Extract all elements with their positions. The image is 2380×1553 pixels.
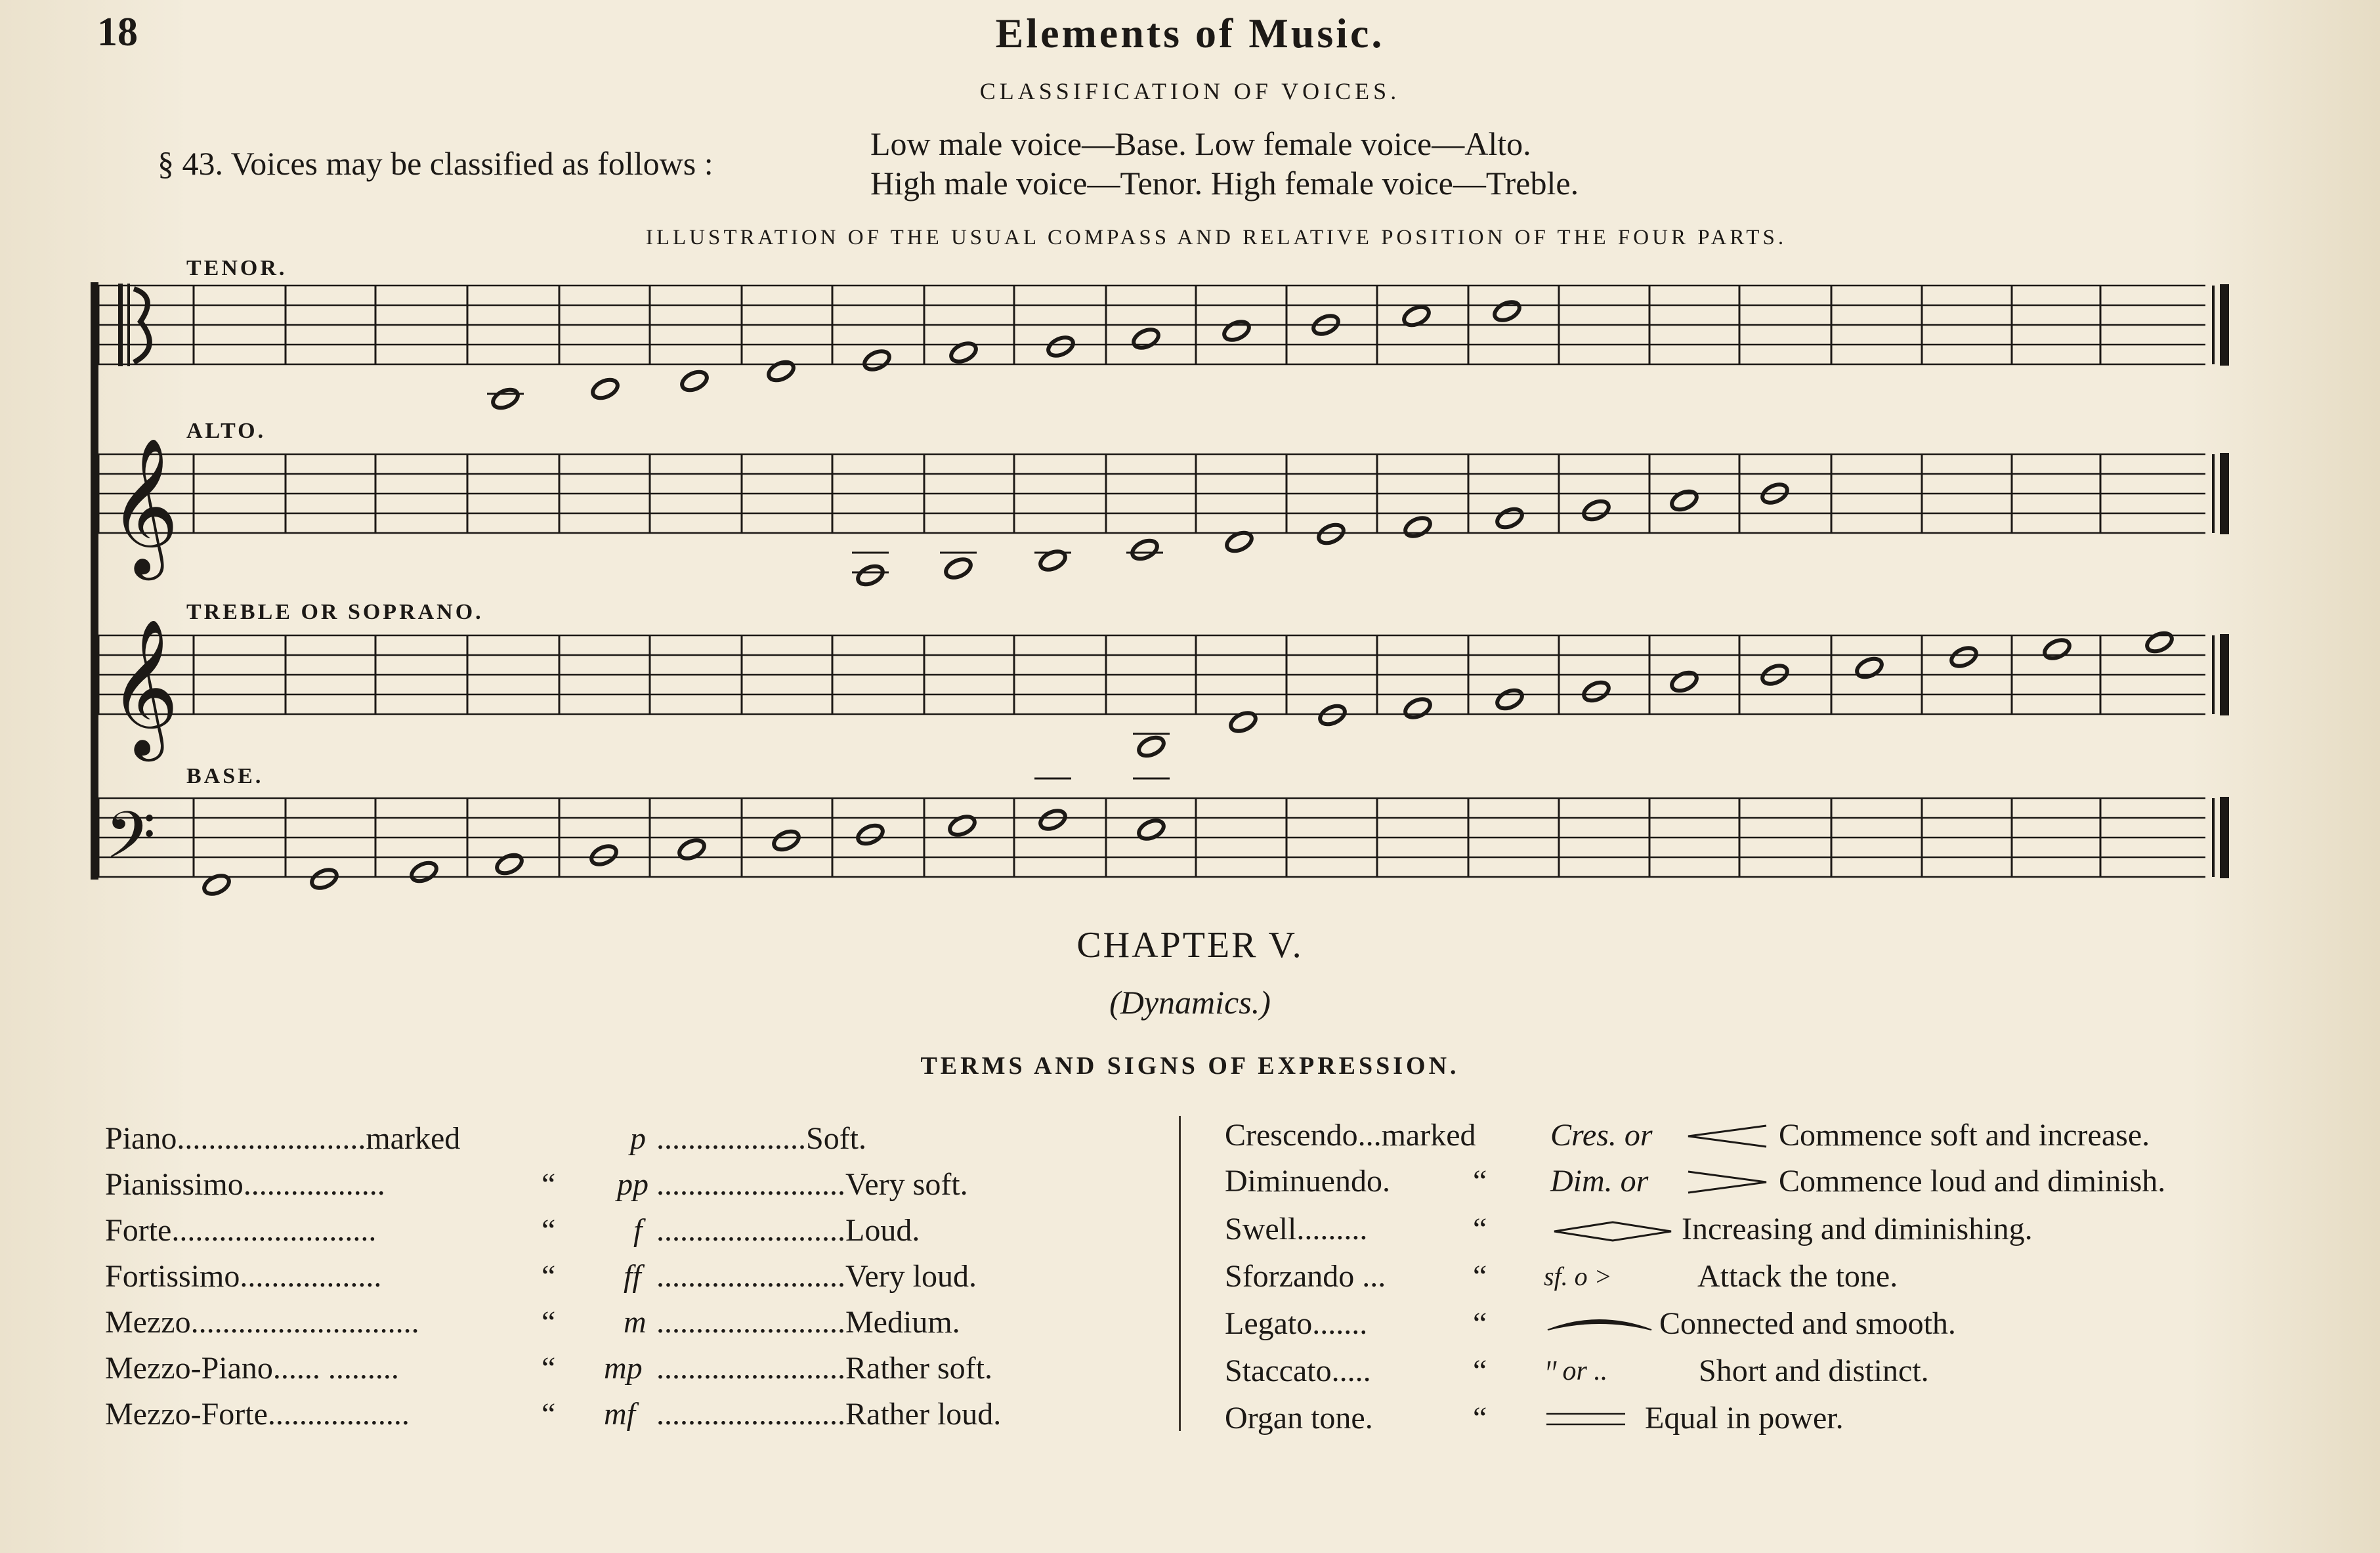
whole-note [1034,778,1071,832]
whole-note [494,851,524,877]
staff-tenor [98,284,2229,366]
term-meaning: Short and distinct. [1699,1353,1929,1388]
illustration-caption: ILLUSTRATION OF THE USUAL COMPASS AND RELATIVE POSITION OF THE FOUR PARTS. [645,226,1787,249]
whole-note [1046,334,1076,360]
voices-paragraph: § 43. Voices may be classified as follows : [158,145,713,182]
whole-note [948,340,979,366]
whole-note [1669,669,1699,694]
term-mark: p [630,1121,646,1156]
swell-hairpin-icon [1550,1218,1675,1245]
term-meaning: Commence loud and diminish. [1779,1164,2166,1199]
term-name: Legato....... [1225,1306,1368,1341]
term-meaning: ........................Rather loud. [656,1397,1002,1432]
whole-note [677,837,707,862]
whole-note [1133,778,1170,842]
term-mark: Cres. or [1550,1118,1653,1153]
term-meaning: ........................Medium. [656,1305,960,1340]
ditto-mark: “ [542,1305,556,1340]
whole-note [1317,702,1348,728]
whole-note [1495,505,1525,531]
treble-clef-icon-treble: 𝄞 [109,618,179,755]
whole-note [1133,734,1170,759]
whole-note [1222,318,1252,344]
ditto-mark: “ [542,1351,556,1386]
staff-treble [98,634,2229,715]
term-mark: ꞌꞌ or .. [1544,1356,1608,1386]
whole-note [202,872,232,898]
running-title: Elements of Music. [995,10,1385,56]
term-mark: m [624,1305,647,1340]
ditto-mark: “ [542,1259,556,1294]
term-mark: ff [624,1259,641,1294]
whole-note [947,813,977,839]
whole-note [2042,637,2072,662]
term-name: Mezzo-Piano...... ......... [105,1351,399,1386]
whole-note [1669,488,1699,513]
term-meaning: Connected and smooth. [1659,1306,1956,1341]
ditto-mark: “ [542,1397,556,1432]
term-name: Sforzando ... [1225,1259,1386,1294]
term-meaning: Attack the tone. [1697,1259,1898,1294]
ditto-mark: “ [1473,1306,1487,1341]
term-mark: pp [617,1167,648,1202]
section-heading: CLASSIFICATION OF VOICES. [979,78,1401,104]
whole-note [771,828,801,853]
term-mark: f [633,1213,643,1248]
chapter-title: CHAPTER V. [1076,925,1304,966]
term-name: Organ tone. [1225,1401,1373,1436]
whole-note [590,376,620,402]
bass-clef-icon: 𝄢 [105,798,156,889]
chapter-subtitle: (Dynamics.) [1109,984,1271,1021]
staff-alto [98,453,2229,534]
whole-note [1403,515,1433,540]
term-meaning: Increasing and diminishing. [1682,1212,2033,1246]
term-meaning: ........................Rather soft. [656,1351,992,1386]
whole-note [855,822,885,847]
part-label-alto: ALTO. [186,419,266,443]
whole-note [1854,655,1884,681]
term-name: Staccato..... [1225,1353,1371,1388]
diminuendo-hairpin-icon [1684,1169,1770,1195]
whole-note [1131,326,1161,352]
whole-note [309,866,339,892]
system-bracket [91,282,98,880]
whole-note [1228,710,1258,735]
term-meaning: Commence soft and increase. [1779,1118,2150,1153]
part-label-base: BASE. [186,764,264,788]
whole-note [1403,696,1433,721]
whole-note [409,859,439,885]
ditto-mark: “ [1473,1259,1487,1294]
whole-note [1316,521,1346,547]
organ-tone-lines-icon [1544,1406,1629,1432]
terms-heading: TERMS AND SIGNS OF EXPRESSION. [920,1052,1460,1080]
page-number: 18 [97,10,138,54]
term-mark: sf. o > [1544,1262,1612,1291]
whole-note [1034,548,1071,574]
whole-note [1949,645,1979,670]
whole-note [766,358,796,384]
term-name: Forte.......................... [105,1213,377,1248]
column-divider [1179,1116,1181,1431]
whole-note [1126,537,1163,563]
ditto-mark: “ [1473,1353,1487,1388]
whole-note [1492,299,1522,324]
whole-note [1495,687,1525,712]
whole-note [487,386,524,412]
term-name: Diminuendo. [1225,1164,1390,1199]
term-meaning: ........................Loud. [656,1213,920,1248]
term-name: Piano........................marked [105,1121,461,1156]
term-meaning: ........................Very loud. [656,1259,977,1294]
part-label-treble: TREBLE OR SOPRANO. [186,600,484,624]
term-meaning: ........................Very soft. [656,1167,968,1202]
ditto-mark: “ [1473,1401,1487,1436]
whole-note [852,553,889,588]
voices-line-1: Low male voice—Base. Low female voice—Alto. [870,125,1531,162]
term-name: Pianissimo.................. [105,1167,385,1202]
ditto-mark: “ [542,1167,556,1202]
whole-note [862,348,892,373]
term-meaning: Equal in power. [1645,1401,1844,1436]
treble-clef-icon-alto: 𝄞 [109,437,179,574]
term-mark: Dim. or [1550,1164,1649,1199]
term-mark: mf [604,1397,635,1432]
term-name: Mezzo-Forte.................. [105,1397,410,1432]
whole-note [1581,498,1611,523]
ditto-mark: “ [1473,1212,1487,1246]
term-name: Swell......... [1225,1212,1368,1246]
crescendo-hairpin-icon [1684,1123,1770,1149]
whole-note [940,553,977,581]
ditto-mark: “ [542,1213,556,1248]
whole-note [2144,629,2175,655]
term-name: Mezzo............................. [105,1305,419,1340]
whole-note [1581,679,1611,704]
whole-note [679,368,710,394]
ditto-mark: “ [1473,1164,1487,1199]
term-name: Fortissimo.................. [105,1259,382,1294]
term-name: Crescendo...marked [1225,1118,1476,1153]
term-mark: mp [604,1351,643,1386]
voices-line-2: High male voice—Tenor. High female voice—Treble. [870,165,1579,202]
part-label-tenor: TENOR. [186,256,287,280]
legato-slur-icon [1544,1310,1655,1336]
whole-note [589,843,619,868]
term-meaning: ...................Soft. [656,1121,867,1156]
